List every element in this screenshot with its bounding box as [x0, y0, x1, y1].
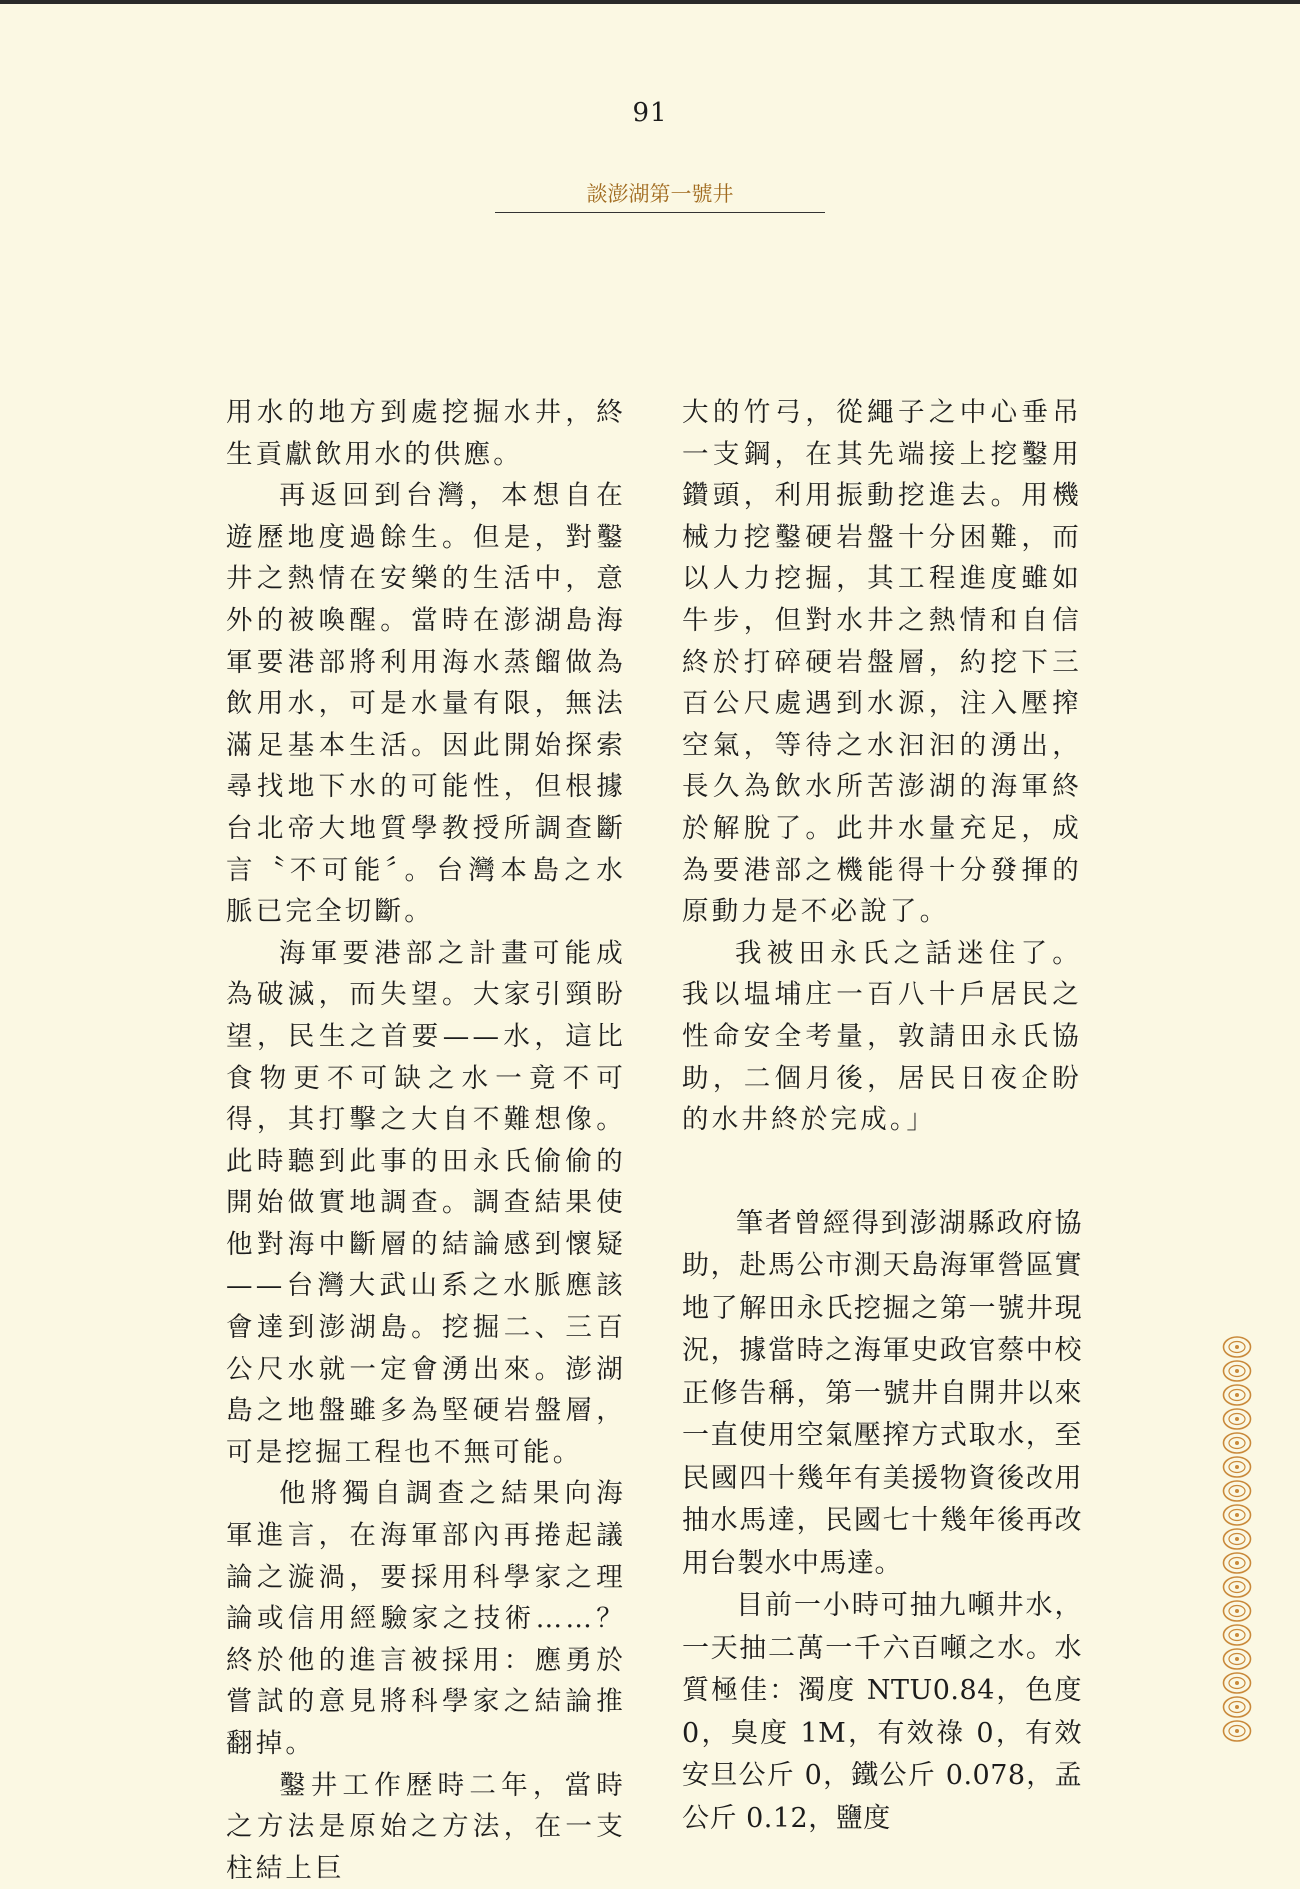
decorative-medallion-icon	[1222, 1528, 1252, 1550]
top-border-rule	[0, 0, 1300, 4]
decorative-medallion-icon	[1222, 1432, 1252, 1454]
right-text-column	[682, 392, 1082, 1840]
paragraph: 筆者曾經得到澎湖縣政府協助，赴馬公市測天島海軍營區實地了解田永氏挖掘之第一號井現況，據當時之海軍史政官蔡中校正修告稱，第一號井自開井以來一直使用空氣壓搾方式取水，至民國四十幾年有美援物資後改用抽水馬達，民國七十幾年後再改用台製水中馬達。	[682, 1207, 1082, 1579]
decorative-medallion-icon	[1222, 1576, 1252, 1598]
running-title: 談澎湖第一號井	[495, 178, 825, 213]
decorative-medallion-icon	[1222, 1600, 1252, 1622]
paragraph: 大的竹弓，從繩子之中心垂吊一支鋼，在其先端接上挖鑿用鑽頭，利用振動挖進去。用機械力挖鑿硬岩盤十分困難，而以人力挖掘，其工程進度雖如牛步，但對水井之熱情和自信終於打碎硬岩盤層，約挖下三百公尺處遇到水源，注入壓搾空氣，等待之水汩汩的湧出，長久為飲水所苦澎湖的海軍終於解脫了。此井水量充足，成為要港部之機能得十分發揮的原動力是不必說了。	[682, 397, 1082, 928]
decorative-medallion-icon	[1222, 1336, 1252, 1358]
paragraph: 用水的地方到處挖掘水井，終生貢獻飲用水的供應。	[226, 397, 626, 470]
decorative-medallion-icon	[1222, 1648, 1252, 1670]
decorative-medallion-icon	[1222, 1696, 1252, 1718]
decorative-medallion-icon	[1222, 1672, 1252, 1694]
paragraph: 再返回到台灣，本想自在遊歷地度過餘生。但是，對鑿井之熱情在安樂的生活中，意外的被喚醒。當時在澎湖島海軍要港部將利用海水蒸餾做為飲用水，可是水量有限，無法滿足基本生活。因此開始探索尋找地下水的可能性，但根據台北帝大地質學教授所調查斷言〝不可能〞。台灣本島之水脈已完全切斷。	[226, 480, 626, 928]
section-gap	[682, 1141, 1082, 1203]
decorative-ornament-strip	[1222, 1336, 1252, 1742]
decorative-medallion-icon	[1222, 1384, 1252, 1406]
decorative-medallion-icon	[1222, 1360, 1252, 1382]
decorative-medallion-icon	[1222, 1408, 1252, 1430]
paragraph: 鑿井工作歷時二年，當時之方法是原始之方法，在一支柱結上巨	[226, 1769, 626, 1884]
paragraph: 目前一小時可抽九噸井水，一天抽二萬一千六百噸之水。水質極佳：濁度 NTU0.84，色度 0，臭度 1M，有效祿 0，有效安旦公斤 0，鐵公斤 0.078，孟公斤 0.12，鹽度	[682, 1590, 1082, 1834]
decorative-medallion-icon	[1222, 1552, 1252, 1574]
paragraph: 他將獨自調查之結果向海軍進言，在海軍部內再捲起議論之漩渦，要採用科學家之理論或信用經驗家之技術……？終於他的進言被採用：應勇於嘗試的意見將科學家之結論推翻掉。	[226, 1478, 626, 1759]
decorative-medallion-icon	[1222, 1456, 1252, 1478]
decorative-medallion-icon	[1222, 1624, 1252, 1646]
page-number: 91	[632, 98, 668, 128]
decorative-medallion-icon	[1222, 1480, 1252, 1502]
left-text-column	[226, 392, 626, 1889]
decorative-medallion-icon	[1222, 1720, 1252, 1742]
paragraph: 我被田永氏之話迷住了。我以塭埔庄一百八十戶居民之性命安全考量，敦請田永氏協助，二個月後，居民日夜企盼的水井終於完成。」	[682, 937, 1082, 1136]
decorative-medallion-icon	[1222, 1504, 1252, 1526]
paragraph: 海軍要港部之計畫可能成為破滅，而失望。大家引頸盼望，民生之首要——水，這比食物更不可缺之水一竟不可得，其打擊之大自不難想像。此時聽到此事的田永氏偷偷的開始做實地調查。調查結果使他對海中斷層的結論感到懷疑——台灣大武山系之水脈應該會達到澎湖島。挖掘二、三百公尺水就一定會湧出來。澎湖島之地盤雖多為堅硬岩盤層，可是挖掘工程也不無可能。	[226, 937, 626, 1468]
